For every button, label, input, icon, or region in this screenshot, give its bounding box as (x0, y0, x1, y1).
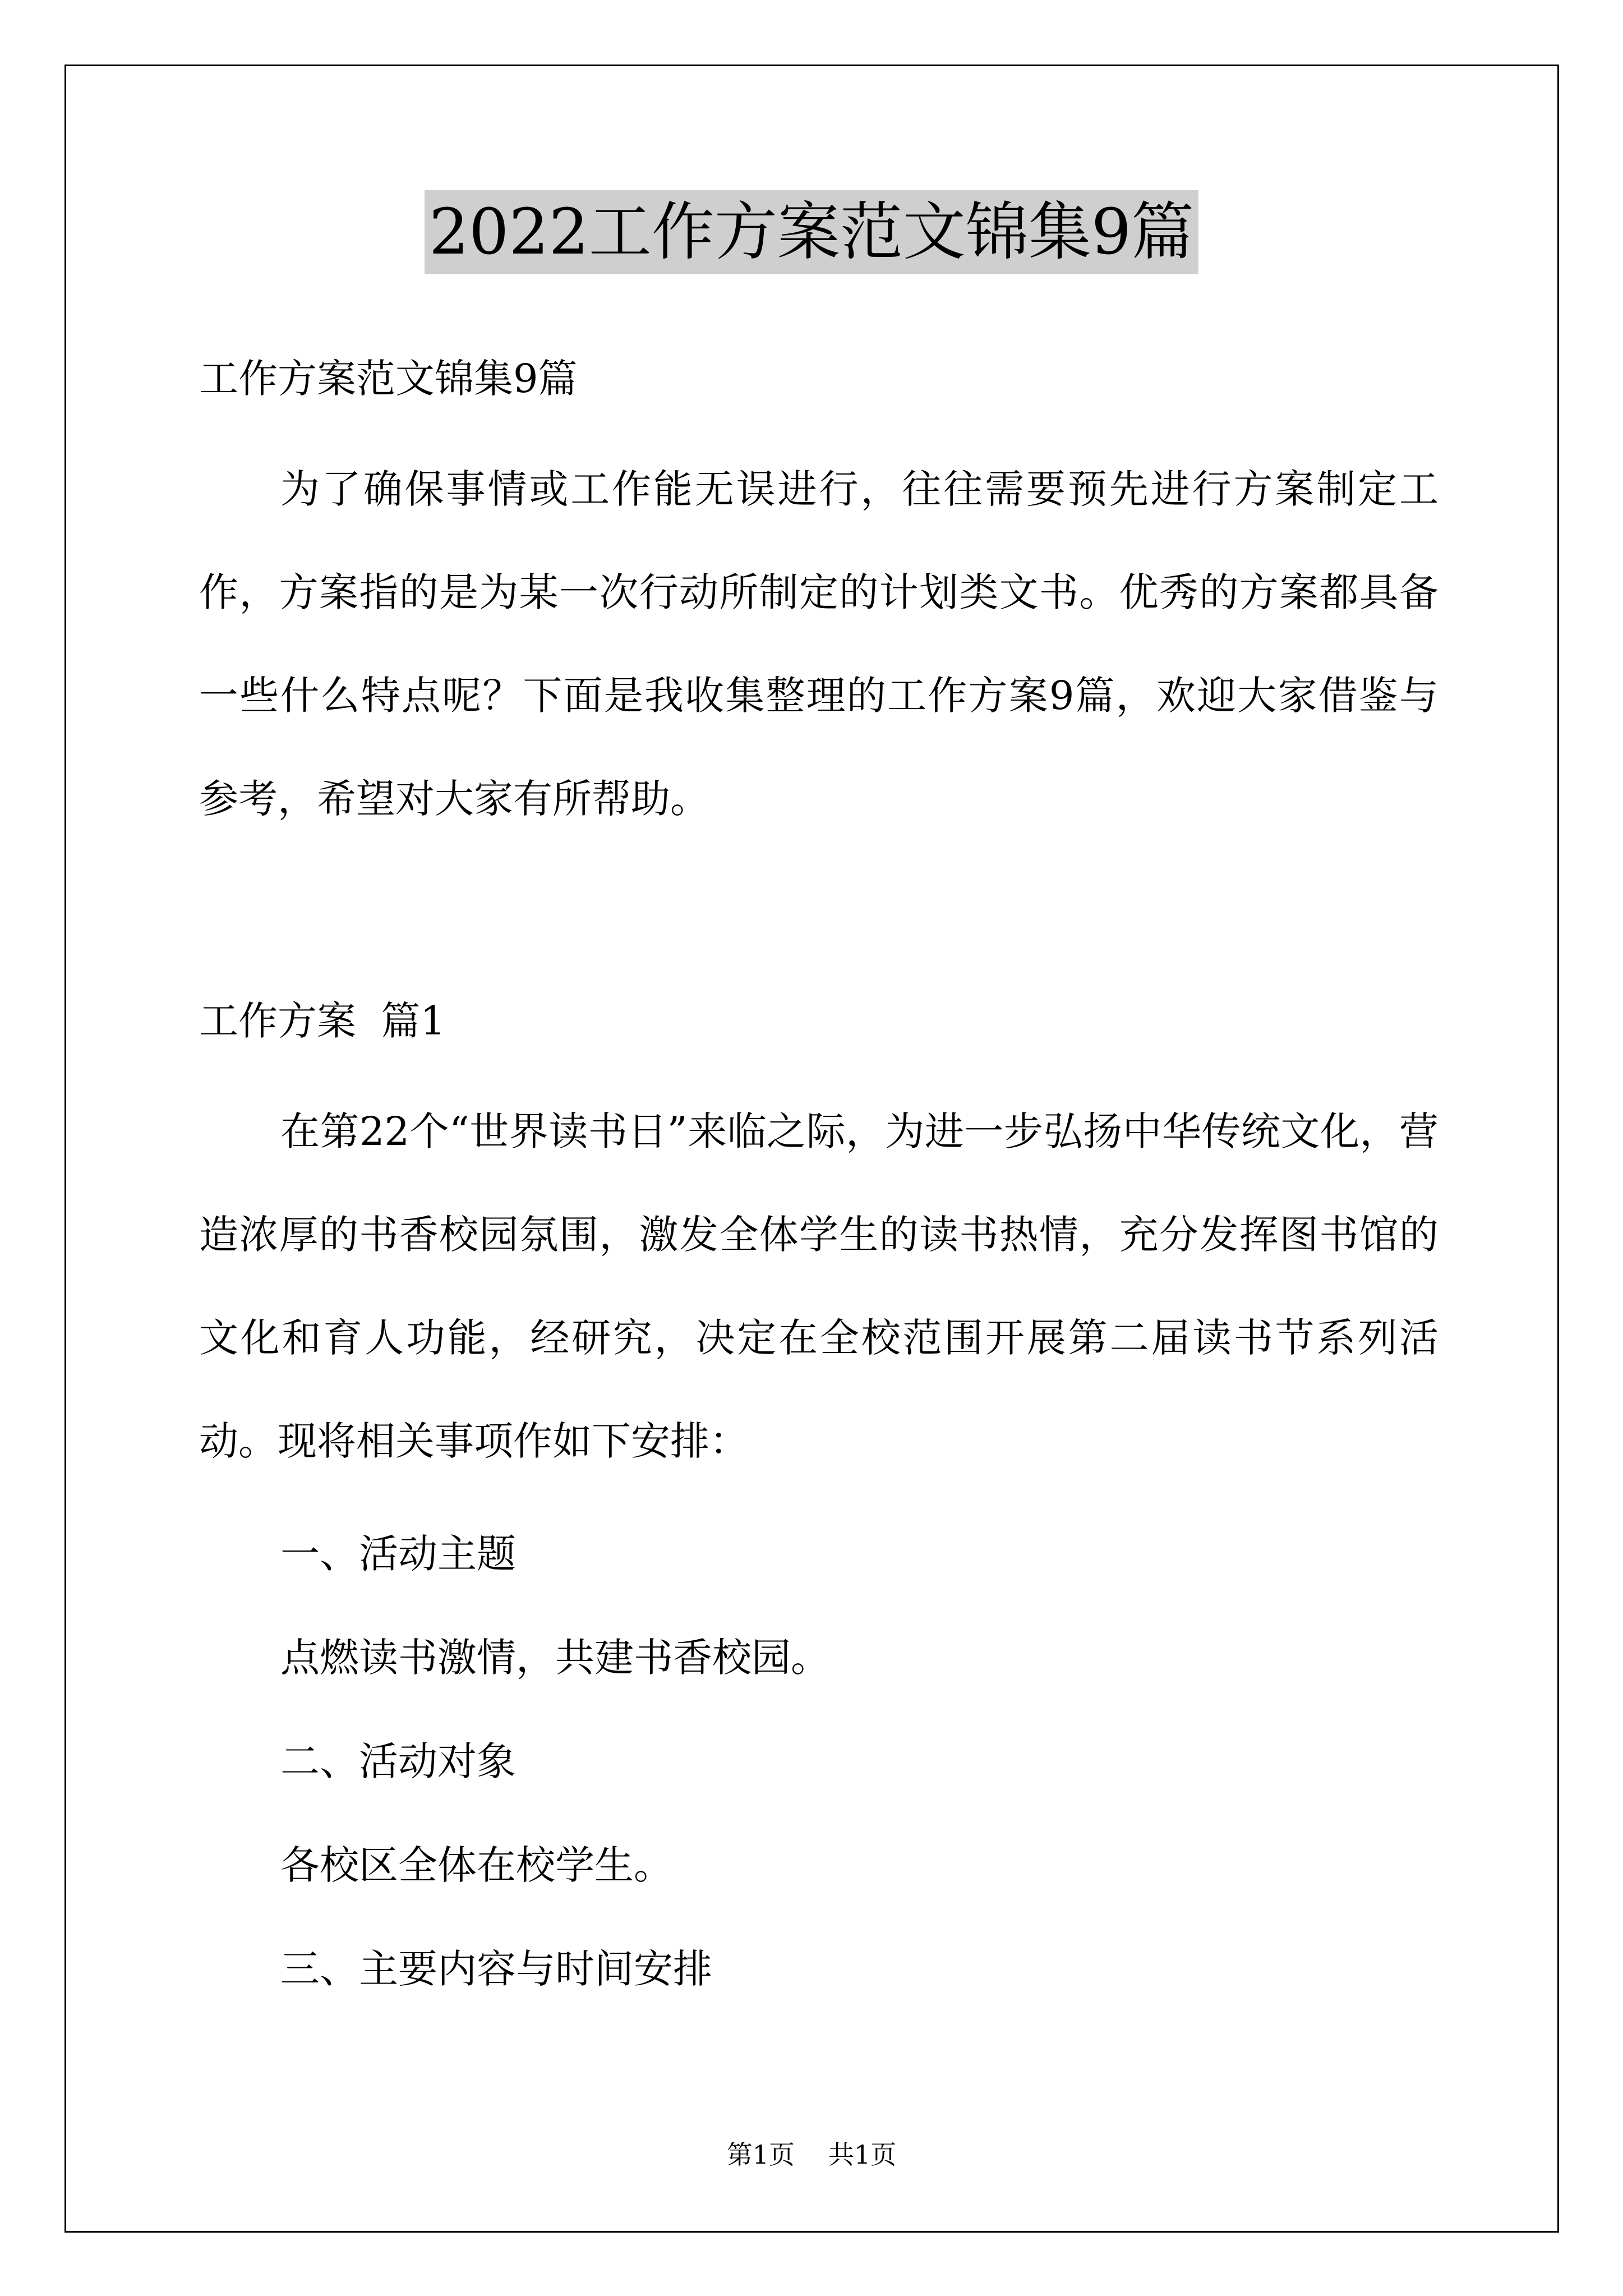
page-footer (0, 2134, 1623, 2171)
section-paragraph: 在第22个“世界读书日”来临之际，为进一步弘扬中华传统文化，营造浓厚的书香校园氛围，激发全体学生的读书热情，充分发挥图书馆的文化和育人功能，经研究，决定在全校范围开展第二届读书节系列活动。现将相关事项作如下安排： (199, 1108, 1438, 1464)
page-total: 共1页 (828, 2139, 897, 2170)
document-title: 2022工作方案范文锦集9篇 (0, 201, 1623, 264)
page-current: 第1页 (726, 2139, 795, 2170)
item3-heading: 三、主要内容与时间安排 (280, 1946, 712, 1992)
section-heading: 工作方案 篇1 (199, 998, 446, 1044)
document-subtitle: 工作方案范文锦集9篇 (199, 356, 578, 402)
item1-heading: 一、活动主题 (280, 1531, 516, 1577)
item2-heading: 二、活动对象 (280, 1738, 516, 1784)
intro-paragraph: 为了确保事情或工作能无误进行，往往需要预先进行方案制定工作，方案指的是为某一次行动所制定的计划类文书。优秀的方案都具备一些什么特点呢？下面是我收集整理的工作方案9篇，欢迎大家借鉴与参考，希望对大家有所帮助。 (199, 466, 1438, 822)
item2-text: 各校区全体在校学生。 (280, 1842, 673, 1888)
item1-text: 点燃读书激情，共建书香校园。 (280, 1635, 830, 1681)
